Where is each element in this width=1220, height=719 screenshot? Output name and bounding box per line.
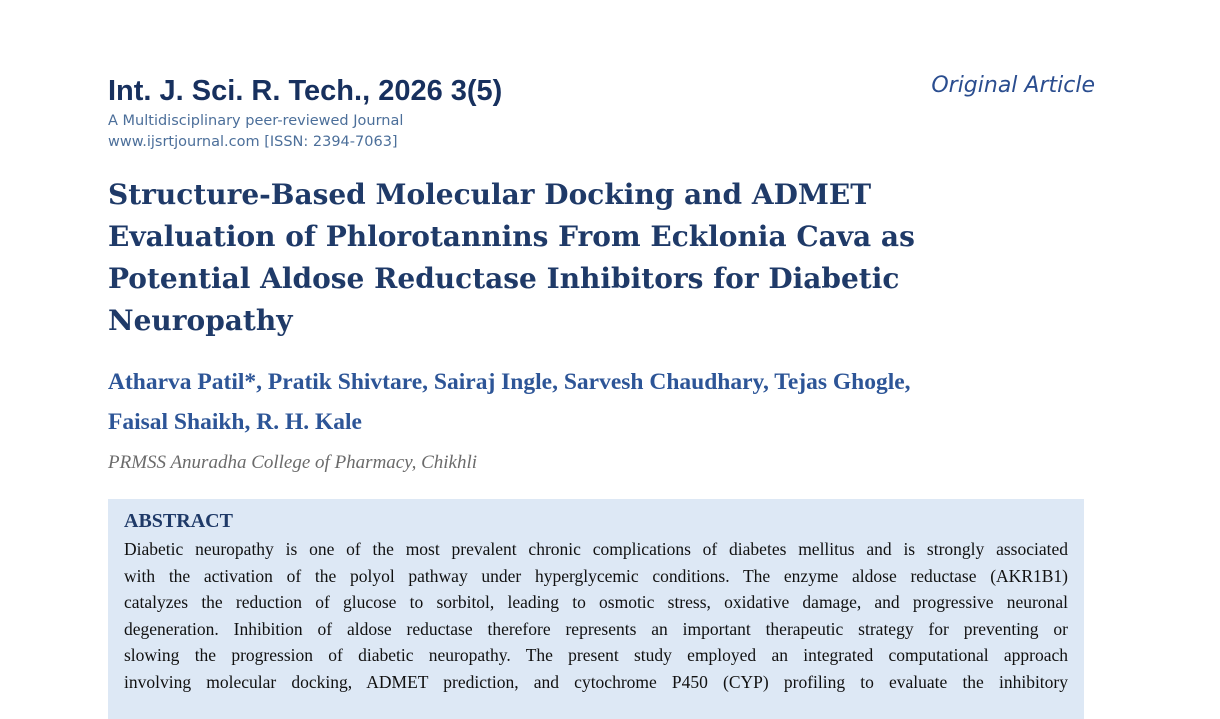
journal-title: Int. J. Sci. R. Tech., 2026 3(5)	[108, 75, 503, 107]
author-list	[108, 362, 1108, 442]
paper-title	[108, 174, 1008, 342]
article-type-label: Original Article	[931, 73, 1095, 98]
abstract-line: with the activation of the polyol pathway under hyperglycemic conditions. The enzyme aldose reductase (AKR1B1)	[124, 565, 1068, 586]
author-line: Faisal Shaikh, R. H. Kale	[108, 409, 362, 435]
abstract-body	[124, 536, 1068, 695]
author-affiliation: PRMSS Anuradha College of Pharmacy, Chikhli	[108, 452, 478, 473]
abstract-line: Diabetic neuropathy is one of the most prevalent chronic complications of diabetes mellitus and is strongly associated	[124, 539, 1068, 559]
abstract-line: catalyzes the reduction of glucose to sorbitol, leading to osmotic stress, oxidative damage, and progressive neuronal	[124, 592, 1068, 612]
journal-website-issn: www.ijsrtjournal.com [ISSN: 2394-7063]	[108, 134, 398, 150]
abstract-box	[108, 499, 1084, 719]
abstract-line: degeneration. Inhibition of aldose reductase therefore represents an important therapeutic strategy for preventing or	[124, 618, 1068, 639]
paper-title-line: Structure-Based Molecular Docking and ADMET	[108, 178, 872, 211]
paper-title-line: Neuropathy	[108, 304, 293, 337]
journal-subtitle: A Multidisciplinary peer-reviewed Journal	[108, 113, 404, 129]
abstract-line: slowing the progression of diabetic neuropathy. The present study employed an integrated computational approach	[124, 645, 1068, 665]
paper-title-line: Evaluation of Phlorotannins From Ecklonia Cava as	[108, 220, 915, 253]
author-line: Atharva Patil*, Pratik Shivtare, Sairaj Ingle, Sarvesh Chaudhary, Tejas Ghogle,	[108, 369, 911, 395]
paper-title-line: Potential Aldose Reductase Inhibitors for Diabetic	[108, 262, 900, 295]
abstract-heading: ABSTRACT	[124, 510, 233, 532]
abstract-line: involving molecular docking, ADMET prediction, and cytochrome P450 (CYP) profiling to evaluate the inhibitory	[124, 671, 1068, 692]
